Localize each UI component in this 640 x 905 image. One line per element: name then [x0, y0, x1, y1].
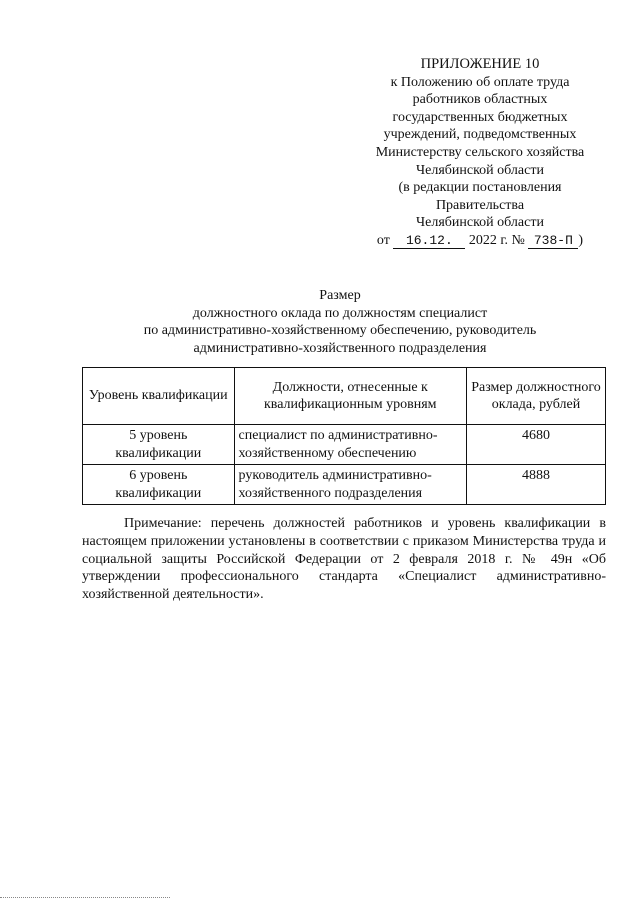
column-header-salary: Размер должностного оклада, рублей — [466, 368, 605, 425]
header-line: учреждений, подведомственных — [383, 127, 577, 143]
header-line: к Положению об оплате труда — [390, 74, 570, 90]
header-line: Челябинской области — [416, 215, 544, 231]
note-paragraph — [82, 515, 606, 604]
header-line: Министерству сельского хозяйства — [375, 144, 585, 160]
position-cell: руководитель административно-хозяйственного подразделения — [234, 465, 466, 505]
resolution-date: 16.12. — [393, 234, 465, 249]
heading-line: должностного оклада по должностям специалист — [192, 305, 488, 321]
column-header-positions: Должности, отнесенные к квалификационным уровням — [234, 368, 466, 425]
column-header-level: Уровень квалификации — [83, 368, 235, 425]
salary-table — [82, 367, 606, 505]
header-line: Правительства — [435, 197, 525, 213]
scan-edge-divider — [0, 897, 170, 898]
level-cell: 6 уровень квалификации — [83, 465, 235, 505]
position-cell: специалист по административно-хозяйственному обеспечению — [234, 425, 466, 465]
table-row — [83, 425, 606, 465]
table-header-row — [83, 368, 606, 425]
date-prefix: от — [376, 232, 390, 248]
heading-line: административно-хозяйственного подразделения — [193, 340, 487, 356]
document-heading — [40, 287, 640, 357]
year-text: 2022 г. № — [468, 232, 525, 248]
heading-line: Размер — [319, 288, 361, 303]
header-line: государственных бюджетных — [392, 109, 568, 125]
header-line: Челябинской области — [416, 162, 544, 178]
salary-cell: 4888 — [466, 465, 605, 505]
resolution-number: 738-П — [528, 234, 578, 249]
resolution-date-line — [345, 232, 615, 250]
appendix-title: ПРИЛОЖЕНИЕ 10 — [420, 56, 540, 72]
table-row — [83, 465, 606, 505]
header-line: (в редакции постановления — [398, 180, 562, 196]
heading-line: по административно-хозяйственному обеспечению, руководитель — [143, 323, 537, 339]
salary-cell: 4680 — [466, 425, 605, 465]
level-cell: 5 уровень квалификации — [83, 425, 235, 465]
appendix-header — [345, 56, 615, 250]
closing-paren: ) — [578, 232, 584, 248]
note-text: Примечание: перечень должностей работников и уровень квалификации в настоящем приложении установлены в соответствии с приказом Министерства труда и социальной защиты Российской Федерации от 2 февраля 2018 г. № 49н «Об утверждении профессионального стандарта «Специалист административно-хозяйственной деятельности». — [82, 516, 606, 603]
header-line: работников областных — [412, 92, 548, 108]
